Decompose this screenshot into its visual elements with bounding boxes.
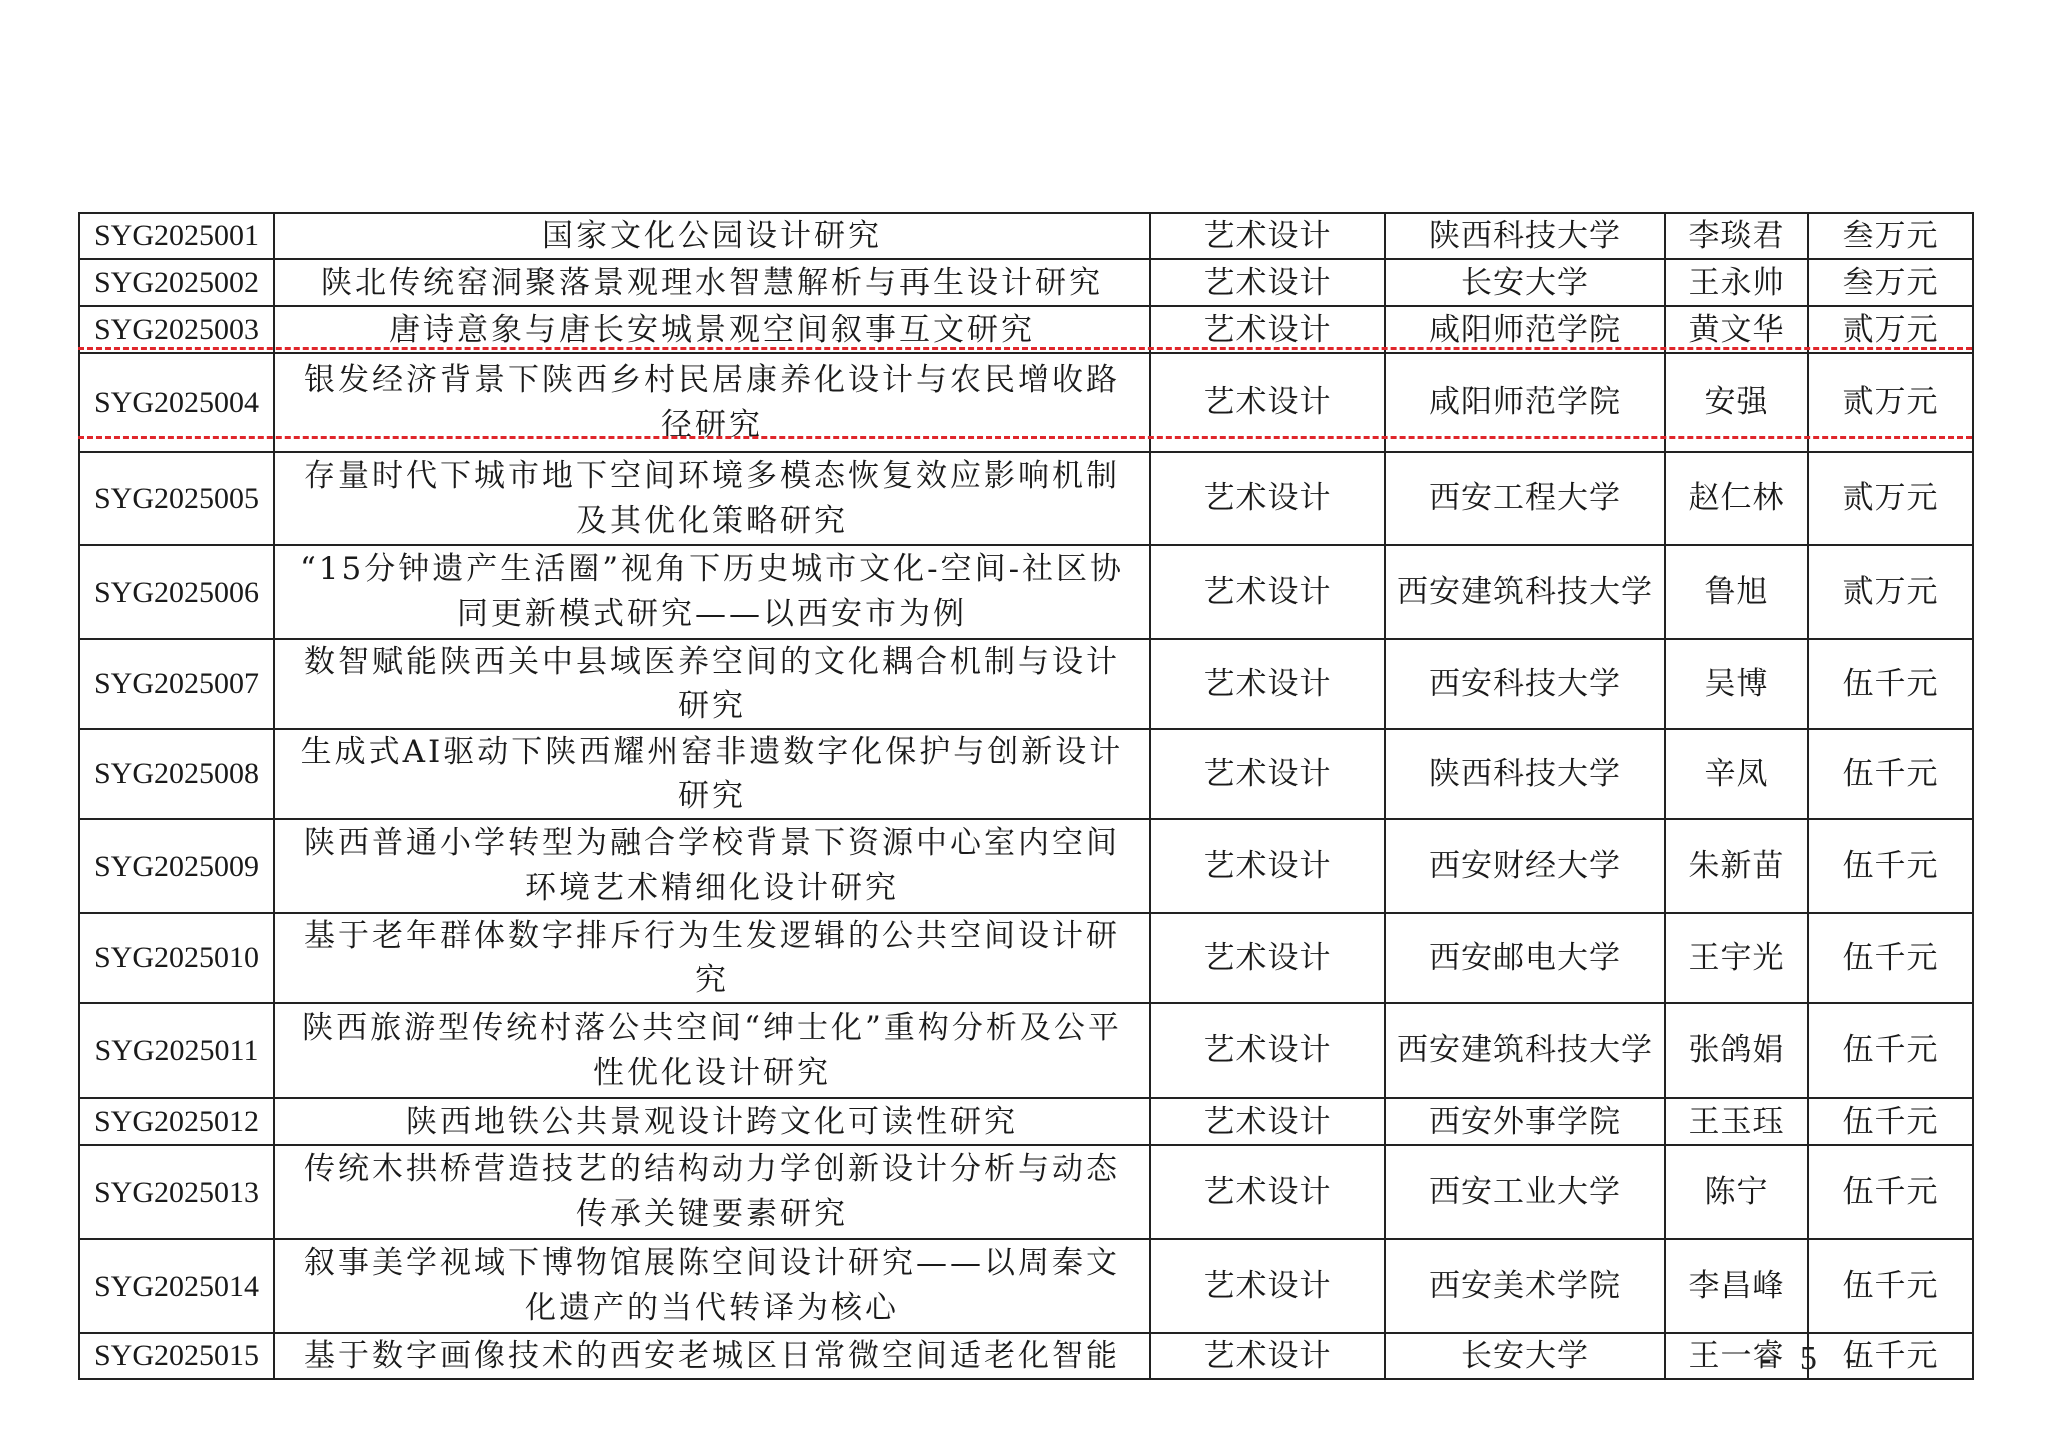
project-leader: 陈宁	[1665, 1145, 1808, 1239]
table-row	[79, 639, 1973, 729]
project-code: SYG2025015	[79, 1333, 274, 1379]
project-funding: 伍千元	[1808, 1333, 1973, 1379]
project-table	[78, 212, 1974, 1380]
project-code: SYG2025011	[79, 1003, 274, 1098]
project-funding: 贰万元	[1808, 545, 1973, 639]
project-code: SYG2025006	[79, 545, 274, 639]
project-category: 艺术设计	[1150, 353, 1385, 452]
project-institution: 西安财经大学	[1385, 819, 1665, 913]
project-code: SYG2025001	[79, 213, 274, 259]
project-leader: 安强	[1665, 353, 1808, 452]
project-title: 陕西普通小学转型为融合学校背景下资源中心室内空间环境艺术精细化设计研究	[274, 819, 1150, 913]
project-category: 艺术设计	[1150, 545, 1385, 639]
table-row	[79, 729, 1973, 819]
project-institution: 西安工业大学	[1385, 1145, 1665, 1239]
project-title: 传统木拱桥营造技艺的结构动力学创新设计分析与动态传承关键要素研究	[274, 1145, 1150, 1239]
project-funding: 伍千元	[1808, 819, 1973, 913]
project-funding: 伍千元	[1808, 639, 1973, 729]
project-code: SYG2025004	[79, 353, 274, 452]
project-funding: 贰万元	[1808, 452, 1973, 545]
project-funding: 叁万元	[1808, 259, 1973, 306]
table-row	[79, 1239, 1973, 1333]
project-category: 艺术设计	[1150, 1333, 1385, 1379]
table-row	[79, 306, 1973, 353]
red-dashed-line	[78, 347, 1972, 350]
project-category: 艺术设计	[1150, 1145, 1385, 1239]
project-title: 基于数字画像技术的西安老城区日常微空间适老化智能	[274, 1333, 1150, 1379]
project-funding: 伍千元	[1808, 729, 1973, 819]
project-institution: 陕西科技大学	[1385, 729, 1665, 819]
project-code: SYG2025003	[79, 306, 274, 353]
red-dashed-line	[78, 436, 1972, 439]
table-row	[79, 1145, 1973, 1239]
project-code: SYG2025007	[79, 639, 274, 729]
project-funding: 伍千元	[1808, 1098, 1973, 1145]
project-institution: 陕西科技大学	[1385, 213, 1665, 259]
project-institution: 长安大学	[1385, 259, 1665, 306]
project-leader: 朱新苗	[1665, 819, 1808, 913]
project-title: “15分钟遗产生活圈”视角下历史城市文化-空间-社区协同更新模式研究——以西安市为例	[274, 545, 1150, 639]
project-code: SYG2025013	[79, 1145, 274, 1239]
project-title: 国家文化公园设计研究	[274, 213, 1150, 259]
project-institution: 咸阳师范学院	[1385, 353, 1665, 452]
table-row	[79, 913, 1973, 1003]
project-category: 艺术设计	[1150, 639, 1385, 729]
table-row	[79, 1333, 1973, 1379]
table-row	[79, 545, 1973, 639]
project-institution: 咸阳师范学院	[1385, 306, 1665, 353]
project-funding: 伍千元	[1808, 1003, 1973, 1098]
project-code: SYG2025010	[79, 913, 274, 1003]
project-leader: 王玉珏	[1665, 1098, 1808, 1145]
project-title: 银发经济背景下陕西乡村民居康养化设计与农民增收路径研究	[274, 353, 1150, 452]
project-code: SYG2025005	[79, 452, 274, 545]
project-category: 艺术设计	[1150, 1098, 1385, 1145]
project-title: 陕北传统窑洞聚落景观理水智慧解析与再生设计研究	[274, 259, 1150, 306]
project-funding: 贰万元	[1808, 353, 1973, 452]
project-category: 艺术设计	[1150, 913, 1385, 1003]
project-institution: 西安建筑科技大学	[1385, 545, 1665, 639]
project-institution: 西安建筑科技大学	[1385, 1003, 1665, 1098]
project-institution: 西安科技大学	[1385, 639, 1665, 729]
project-title: 基于老年群体数字排斥行为生发逻辑的公共空间设计研究	[274, 913, 1150, 1003]
table-row	[79, 1098, 1973, 1145]
project-leader: 王一睿	[1665, 1333, 1808, 1379]
project-category: 艺术设计	[1150, 213, 1385, 259]
project-institution: 长安大学	[1385, 1333, 1665, 1379]
project-leader: 王永帅	[1665, 259, 1808, 306]
project-code: SYG2025002	[79, 259, 274, 306]
project-funding: 伍千元	[1808, 1239, 1973, 1333]
project-code: SYG2025008	[79, 729, 274, 819]
project-code: SYG2025012	[79, 1098, 274, 1145]
table-row	[79, 1003, 1973, 1098]
project-institution: 西安邮电大学	[1385, 913, 1665, 1003]
project-category: 艺术设计	[1150, 1003, 1385, 1098]
table-row	[79, 259, 1973, 306]
project-funding: 伍千元	[1808, 1145, 1973, 1239]
project-category: 艺术设计	[1150, 729, 1385, 819]
project-code: SYG2025009	[79, 819, 274, 913]
table-row	[79, 819, 1973, 913]
project-funding: 伍千元	[1808, 913, 1973, 1003]
project-title: 叙事美学视域下博物馆展陈空间设计研究——以周秦文化遗产的当代转译为核心	[274, 1239, 1150, 1333]
project-category: 艺术设计	[1150, 452, 1385, 545]
project-code: SYG2025014	[79, 1239, 274, 1333]
project-leader: 赵仁林	[1665, 452, 1808, 545]
project-category: 艺术设计	[1150, 259, 1385, 306]
project-funding: 叁万元	[1808, 213, 1973, 259]
project-funding: 贰万元	[1808, 306, 1973, 353]
project-institution: 西安工程大学	[1385, 452, 1665, 545]
project-leader: 李琰君	[1665, 213, 1808, 259]
project-institution: 西安美术学院	[1385, 1239, 1665, 1333]
project-leader: 辛凤	[1665, 729, 1808, 819]
page-number: - 5 -	[1760, 1340, 1867, 1377]
project-leader: 张鸽娟	[1665, 1003, 1808, 1098]
project-title: 陕西地铁公共景观设计跨文化可读性研究	[274, 1098, 1150, 1145]
project-title: 唐诗意象与唐长安城景观空间叙事互文研究	[274, 306, 1150, 353]
project-leader: 鲁旭	[1665, 545, 1808, 639]
project-category: 艺术设计	[1150, 819, 1385, 913]
table-row	[79, 213, 1973, 259]
project-institution: 西安外事学院	[1385, 1098, 1665, 1145]
project-leader: 黄文华	[1665, 306, 1808, 353]
project-title: 数智赋能陕西关中县域医养空间的文化耦合机制与设计研究	[274, 639, 1150, 729]
project-category: 艺术设计	[1150, 1239, 1385, 1333]
project-title: 陕西旅游型传统村落公共空间“绅士化”重构分析及公平性优化设计研究	[274, 1003, 1150, 1098]
project-leader: 吴博	[1665, 639, 1808, 729]
project-title: 存量时代下城市地下空间环境多模态恢复效应影响机制及其优化策略研究	[274, 452, 1150, 545]
table-row	[79, 452, 1973, 545]
project-leader: 李昌峰	[1665, 1239, 1808, 1333]
project-category: 艺术设计	[1150, 306, 1385, 353]
project-title: 生成式AI驱动下陕西耀州窑非遗数字化保护与创新设计研究	[274, 729, 1150, 819]
project-leader: 王宇光	[1665, 913, 1808, 1003]
